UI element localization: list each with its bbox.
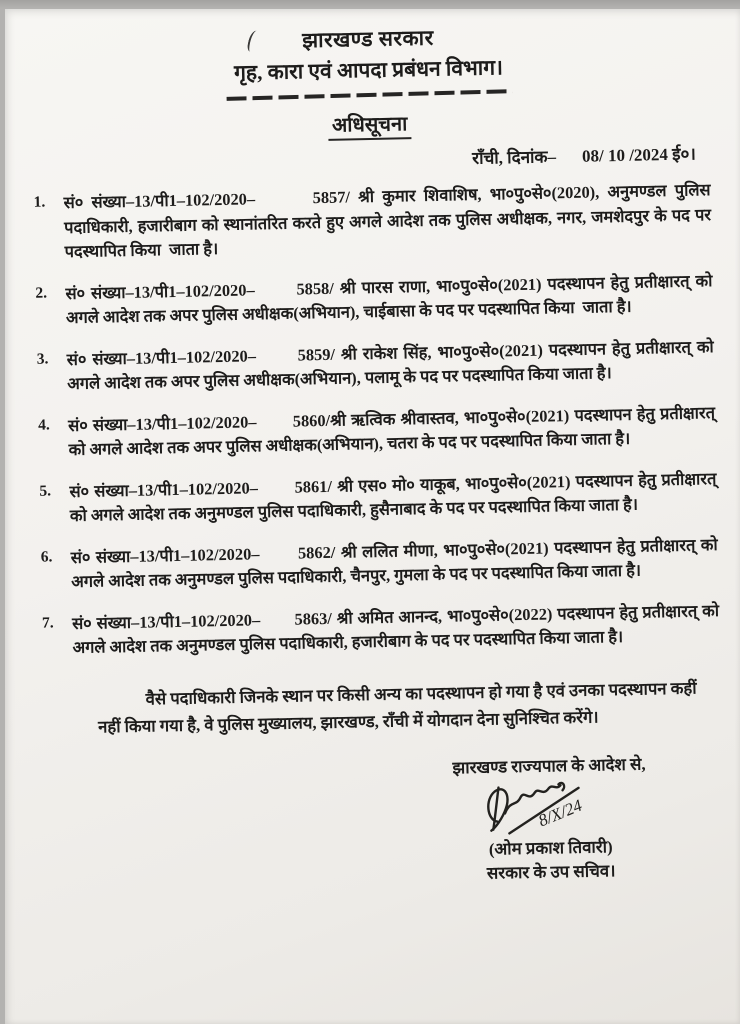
item-number: 2. [35,283,48,302]
signature-date: 8/X/24 [535,795,585,830]
by-order-line: झारखण्ड राज्यपाल के आदेश से, [452,754,646,777]
item-number: 5. [39,481,52,500]
signoff-block [396,750,705,887]
item-number: 6. [40,547,53,566]
government-title: झारखण्ड सरकार [301,25,434,53]
item-number: 1. [33,193,46,211]
item-text: सं० संख्या–13/पी1–102/2020– 5861/ श्री एस० मो० याकूब, भा०पु०से०(2021) पदस्थापन हेतु प्रतीक्षारत् को अगले आदेश तक अनुमण्डल पुलिस पदाधिकारी, हुसैनाबाद के पद पर पदस्थापित किया जाता है। [69,468,717,526]
document-page [5,9,740,1024]
notification-heading: अधिसूचना [328,109,412,141]
item-text: सं० संख्या–13/पी1–102/2020– 5862/ श्री ललित मीणा, भा०पु०से०(2021) पदस्थापन हेतु प्रतीक्षारत् को अगले आदेश तक अनुमण्डल पुलिस पदाधिकारी, चैनपुर, गुमला के पद पर पदस्थापित किया जाता है। [70,534,718,592]
document-header [26,18,711,147]
signatory-designation: सरकार के उप सचिव। [486,860,616,883]
date-value: 08/ 10 /2024 ई०। [581,144,696,166]
item-text: सं० संख्या–13/पी1–102/2020– 5858/ श्री पारस राणा, भा०पु०से०(2021) पदस्थापन हेतु प्रतीक्षारत् को अगले आदेश तक अपर पुलिस अधीक्षक(अभियान), चाईबासा के पद पर पदस्थापित किया जाता है। [65,270,713,328]
place-label: राँची, दिनांक– [471,147,557,168]
list-item [38,599,720,662]
item-text: सं० संख्या–13/पी1–102/2020– 5863/ श्री अमित आनन्द, भा०पु०से०(2022) पदस्थापन हेतु प्रतीक्षारत् को अगले आदेश तक अनुमण्डल पुलिस पदाधिकारी, हजारीबाग के पद पर पदस्थापित किया जाता है। [71,600,720,658]
signature-icon [474,772,635,837]
list-item [33,335,715,398]
item-text: सं० संख्या–13/पी1–102/2020– 5857/ श्री कुमार शिवाशिष, भा०पु०से०(2020), अनुमण्डल पुलिस पदाधिकारी, हजारीबाग को स्थानांतरित करते हुए अगले आदेश तक पुलिस अधीक्षक, नगर, जमशेदपुर के पद पर पदस्थापित किया जाता है। [63,180,712,262]
list-item [37,533,719,596]
item-number: 3. [36,349,49,368]
list-item [34,401,716,464]
date-line [29,141,712,178]
document-content [5,9,740,1024]
list-item [31,269,713,332]
list-item [35,467,717,530]
list-item [29,178,711,265]
item-number: 7. [41,613,54,632]
signature-area [396,771,703,839]
item-text: सं० संख्या–13/पी1–102/2020– 5859/ श्री राकेश सिंह, भा०पु०से०(2021) पदस्थापन हेतु प्रतीक्षारत् को अगले आदेश तक अपर पुलिस अधीक्षक(अभियान), पलामू के पद पर पदस्थापित किया जाता है। [66,336,714,394]
order-list [29,178,721,661]
department-title: गृह, कारा एवं आपदा प्रबंधन विभाग। [233,55,504,85]
item-number: 4. [37,415,50,434]
signatory-name: (ओम प्रकाश तिवारी) [488,836,613,859]
closing-paragraph: वैसे पदाधिकारी जिनके स्थान पर किसी अन्य का पदस्थापन हो गया है एवं उनका पदस्थापन कहीं नहीं किया गया है, वे पुलिस मुख्यालय, झारखण्ड, राँची में योगदान देना सुनिश्चित करेंगे। [97,678,697,737]
item-text: सं० संख्या–13/पी1–102/2020– 5860/श्री ऋत्विक श्रीवास्तव, भा०पु०से०(2021) पदस्थापन हेतु प्रतीक्षारत् को अगले आदेश तक अपर पुलिस अधीक्षक(अभियान), चतरा के पद पर पदस्थापित किया जाता है। [67,402,716,460]
